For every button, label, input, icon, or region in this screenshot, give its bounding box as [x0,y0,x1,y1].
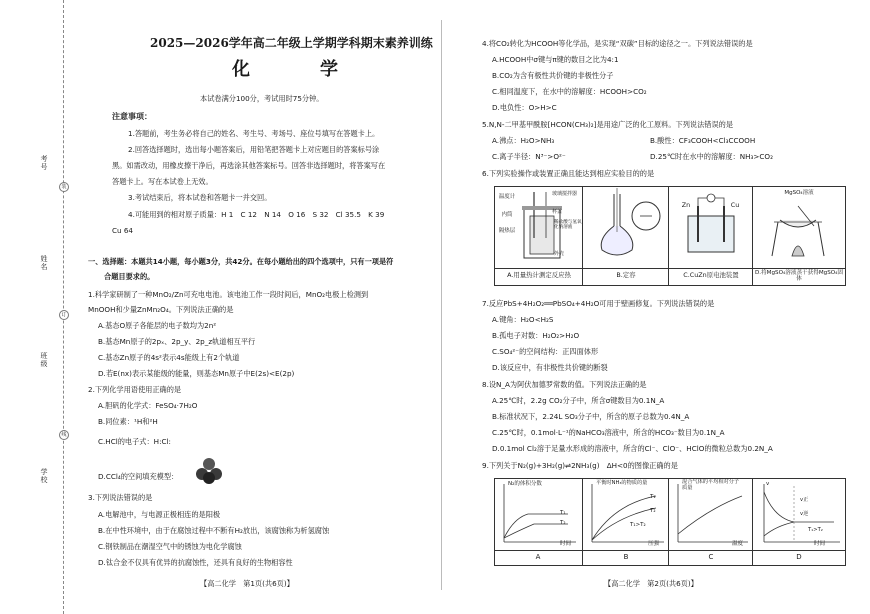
binding-label-class: 班级 [40,352,48,369]
q6-a-label-stirrer: 玻璃搅拌器 [552,191,578,197]
q6-figure-d-evaporating-dish [754,186,844,268]
exam-info: 本试卷满分100分，考试用时75分钟。 [200,94,324,103]
q9-d-temp-relation: T₁>T₂ [808,527,823,533]
binding-circle-xian: 线 [59,430,69,440]
q5-option-a: A.沸点：H₂O>NH₃ [492,136,555,145]
q9-d-ylabel: v [766,481,770,487]
q9-graph-d [754,478,844,550]
q9-label-d: D [796,553,802,561]
q3-option-b: B.在中性环境中，由于在腐蚀过程中不断有H₂放出，该腐蚀称为析氢腐蚀 [98,526,330,535]
q6-caption-b: B.定容 [616,271,636,279]
q9-stem: 9.下列关于N₂(g)+3H₂(g)⇌2NH₃(g) ΔH<0的图像正确的是 [482,461,678,470]
notice-line-5: 3.考试结束后，将本试卷和答题卡一并交回。 [128,193,272,202]
q7-stem: 7.反应PbS+4H₂O₂══PbSO₄+4H₂O可用于壁画修复。下列说法错误的是 [482,299,715,308]
q9-label-b: B [623,553,629,561]
binding-label-school: 学校 [40,468,48,485]
notice-line-4: 答题卡上。写在本试卷上无效。 [112,177,213,186]
binding-circle-ding: 订 [59,310,69,320]
q4-option-d: D.电负性：O>H>C [492,103,557,112]
q3-option-d: D.钛合金不仅具有优异的抗腐蚀性，还具有良好的生物相容性 [98,558,293,567]
q5-option-d: D.25℃时在水中的溶解度：NH₃>CO₂ [650,152,773,161]
q1-option-a: A.基态O原子各能层的电子数均为2n² [98,321,217,330]
q8-option-a: A.25℃时，2.2g CO₂分子中，所含σ键数目为0.1N_A [492,396,665,405]
page-divider [441,20,442,590]
q5-option-c: C.离子半径：N³⁻>O²⁻ [492,152,566,161]
q1-option-d: D.若E(nx)表示某能级的能量，则基态Mn原子中E(2s)<E(2p) [98,369,295,378]
notice-line-1: 1.答题前，考生务必将自己的姓名、考生号、考场号、座位号填写在答题卡上。 [128,129,380,138]
q6-col-divider-1 [582,186,583,286]
q8-option-d: D.0.1mol Cl₂溶于足量水形成的溶液中，所含的Cl⁻、ClO⁻、HClO的微粒总数为0.2N_A [492,444,773,453]
q9-a-xlabel: 时间 [560,541,572,547]
q6-a-label-insulation: 隔热层 [498,228,516,234]
q1-stem-line-1: 1.科学家研制了一种MnO₂/Zn可充电电池。该电池工作一段时间后，MnO₂电极上检测到 [88,290,369,299]
q9-b-curve-t2: T₂ [650,508,656,514]
q9-b-temp-relation: T₁>T₂ [630,522,646,528]
exam-title: 2025—2026学年高二年级上学期学科期末素养训练 [150,36,433,50]
notice-heading: 注意事项： [112,112,152,121]
q5-option-b: B.酸性：CF₃COOH<Cl₃CCOOH [650,136,756,145]
q9-label-c: C [708,553,714,561]
q7-option-b: B.孤电子对数：H₂O₂>H₂O [492,331,580,340]
q2-option-b: B.同位素：¹H和²H [98,417,158,426]
q9-c-ylabel: 混合气体的平均相对分子质量 [682,479,740,491]
q6-a-label-inner: 内筒 [501,212,513,218]
q7-option-c: C.SO₄²⁻的空间结构：正四面体形 [492,347,599,356]
q6-caption-d: D.将MgSO₄溶液蒸干获得MgSO₄固体 [755,270,843,283]
q6-stem: 6.下列实验操作或装置正确且能达到相应实验目的的是 [482,169,655,178]
notice-line-7: Cu 64 [112,226,134,235]
q6-d-label-solution: MgSO₄溶液 [784,190,814,196]
q2-option-c: C.HCl的电子式：H:Cl: [98,437,171,446]
q4-option-b: B.CO₂为含有极性共价键的非极性分子 [492,71,614,80]
q9-b-curve-t1: T₁ [650,494,656,500]
q6-a-label-solution: 稀盐酸与氢氧化钠溶液 [554,220,582,231]
q1-option-c: C.基态Zn原子的4s²表示4s能级上有2个轨道 [98,353,240,362]
q6-caption-a: A.用量热计测定反应热 [507,271,571,279]
q2-option-a: A.胆矾的化学式：FeSO₄·7H₂O [98,401,198,410]
q8-option-b: B.标准状况下，2.24L SO₃分子中，所含的原子总数为0.4N_A [492,412,690,421]
notice-line-6: 4.可能用到的相对原子质量：H 1 C 12 N 14 O 16 S 32 Cl 35.5 K 39 [128,210,385,219]
q2-option-d: D.CCl₄的空间填充模型： [98,472,179,481]
q9-col-divider-1 [582,478,583,566]
binding-label-name: 姓名 [40,255,48,272]
q6-a-label-lid: 杯盖 [552,209,563,215]
subject-title: 化 学 [232,59,364,80]
q9-col-divider-2 [668,478,669,566]
q8-option-c: C.25℃时，0.1mol·L⁻¹的NaHCO₃溶液中，所含的HCO₃⁻数目为0.1N_A [492,428,725,437]
q7-option-d: D.该反应中，有非极性共价键的断裂 [492,363,608,372]
q6-a-label-shell: 外壳 [554,251,565,257]
q6-col-divider-3 [752,186,753,286]
q6-caption-c: C.CuZn原电池装置 [683,271,739,279]
q9-col-divider-3 [752,478,753,566]
q3-option-c: C.钢铁制品在潮湿空气中的锈蚀为电化学腐蚀 [98,542,242,551]
q4-stem: 4.将CO₂转化为HCOOH等化学品，是实现“双碳”目标的途径之一。下列说法错误的是 [482,39,753,48]
q7-option-a: A.键角：H₂O<H₂S [492,315,554,324]
left-page-footer: 【高二化学 第1页(共6页)】 [200,579,294,588]
q6-figure-b-volumetric-flask [584,186,668,268]
notice-line-2: 2.回答选择题时，选出每小题答案后，用铅笔把答题卡上对应题目的答案标号涂 [128,145,380,154]
q9-b-ylabel: 平衡时NH₃的物质的量 [596,480,648,486]
section-heading-line-2: 合题目要求的。 [104,272,155,281]
q9-d-curve-forward: v正 [800,497,809,503]
binding-line [63,0,64,614]
notice-line-3: 黑。如需改动，用橡皮擦干净后，再选涂其他答案标号。回答非选择题时，将答案写在 [112,161,386,170]
q9-b-xlabel: 压强 [648,541,660,547]
q5-stem: 5.N,N-二甲基甲酰胺[HCON(CH₃)₂]是用途广泛的化工原料。下列说法错误的是 [482,120,734,129]
binding-circle-zhuang: 装 [59,182,69,192]
q3-stem: 3.下列说法错误的是 [88,493,153,502]
q6-col-divider-2 [668,186,669,286]
q8-stem: 8.设N_A为阿伏加德罗常数的值。下列说法正确的是 [482,380,647,389]
q9-d-xlabel: 时间 [814,541,826,547]
q4-option-c: C.相同温度下，在水中的溶解度：HCOOH>CO₂ [492,87,647,96]
q9-a-curve-t2: T₂ [560,520,566,526]
q9-c-xlabel: 温度 [732,541,744,547]
q1-option-b: B.基态Mn原子的2pₓ、2p_y、2p_z轨道相互平行 [98,337,256,346]
q6-a-label-thermometer: 温度计 [498,194,516,200]
q9-a-curve-t1: T₁ [560,510,566,516]
q3-option-a: A.电解池中，与电源正极相连的是阳极 [98,510,221,519]
q9-caption-rule [494,550,846,551]
section-heading-line-1: 一、选择题：本题共14小题，每小题3分，共42分。在每小题给出的四个选项中，只有一项是符 [88,257,394,266]
binding-label-exam-number: 考号 [40,155,48,172]
q6-c-label-zn: Zn [681,201,691,209]
q6-figure-c-galvanic-cell [670,186,752,268]
q1-stem-line-2: MnOOH和少量ZnMn₂O₄。下列说法正确的是 [88,305,234,314]
q6-caption-rule [494,268,846,269]
q9-label-a: A [535,553,541,561]
q9-a-ylabel: N₂的体积分数 [508,481,542,487]
q9-d-curve-reverse: v逆 [800,511,809,517]
right-page-footer: 【高二化学 第2页(共6页)】 [604,579,698,588]
q6-c-label-cu: Cu [730,201,740,209]
q4-option-a: A.HCOOH中σ键与π键的数目之比为4:1 [492,55,619,64]
q9-graph-a [494,478,582,550]
ccl4-model-icon [196,458,222,484]
q2-stem: 2.下列化学用语使用正确的是 [88,385,182,394]
